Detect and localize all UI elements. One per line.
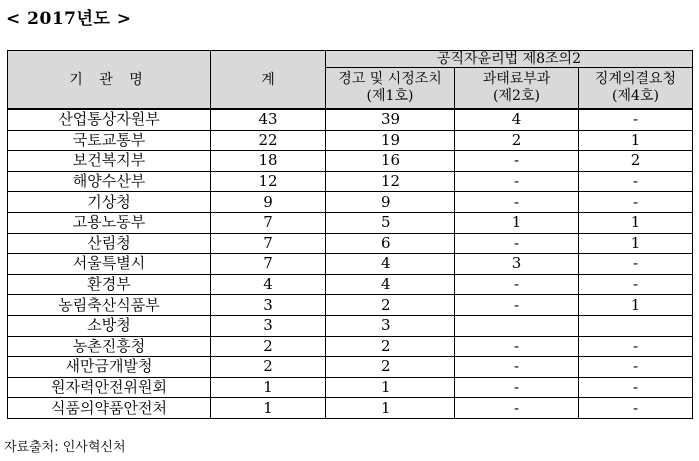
c1-cell: 1 [326, 377, 455, 398]
c1-cell: 16 [326, 151, 455, 172]
source-note: 자료출처: 인사혁신처 [4, 440, 126, 455]
header-c3 [579, 68, 693, 110]
agency-cell: 국토교통부 [8, 130, 211, 151]
total-cell: 18 [211, 151, 326, 172]
c2-cell: - [455, 398, 579, 419]
c2-cell: - [455, 336, 579, 357]
c1-cell: 12 [326, 171, 455, 192]
c1-cell: 9 [326, 192, 455, 213]
c2-cell: - [455, 151, 579, 172]
c3-cell: - [579, 336, 693, 357]
c2-cell: 4 [455, 109, 579, 130]
table-body [8, 109, 693, 418]
c2-cell: 2 [455, 130, 579, 151]
table-row [8, 130, 693, 151]
total-cell: 2 [211, 336, 326, 357]
c3-cell: - [579, 254, 693, 275]
header-c2-label: 과태료부과 (제2호) [482, 71, 551, 104]
c2-cell: - [455, 295, 579, 316]
c1-cell: 6 [326, 233, 455, 254]
agency-cell: 서울특별시 [8, 254, 211, 275]
c1-cell: 5 [326, 212, 455, 233]
c2-cell: - [455, 377, 579, 398]
agency-cell: 원자력안전위원회 [8, 377, 211, 398]
c1-cell: 2 [326, 295, 455, 316]
total-cell: 3 [211, 295, 326, 316]
c1-cell: 3 [326, 315, 455, 336]
total-cell: 22 [211, 130, 326, 151]
c3-cell: 1 [579, 295, 693, 316]
c1-cell: 4 [326, 254, 455, 275]
agency-cell: 소방청 [8, 315, 211, 336]
header-total: 계 [211, 51, 326, 110]
c3-cell: 1 [579, 130, 693, 151]
c2-cell: 1 [455, 212, 579, 233]
agency-cell: 고용노동부 [8, 212, 211, 233]
c2-cell: - [455, 357, 579, 378]
table-row [8, 212, 693, 233]
agency-cell: 산업통상자원부 [8, 109, 211, 130]
page-title: < 2017년도 > [6, 9, 132, 29]
header-group: 공직자윤리법 제8조의2 [326, 51, 693, 68]
header-c1-label: 경고 및 시정조치 (제1호) [338, 71, 442, 104]
total-cell: 9 [211, 192, 326, 213]
table-row [8, 171, 693, 192]
table-header [8, 51, 693, 110]
c3-cell: - [579, 377, 693, 398]
c3-cell: - [579, 274, 693, 295]
agency-cell: 식품의약품안전처 [8, 398, 211, 419]
table-row [8, 233, 693, 254]
table-row [8, 398, 693, 419]
total-cell: 1 [211, 377, 326, 398]
header-c1 [326, 68, 455, 110]
table-row [8, 109, 693, 130]
table-row [8, 192, 693, 213]
c3-cell: - [579, 109, 693, 130]
c3-cell: 2 [579, 151, 693, 172]
agency-cell: 기상청 [8, 192, 211, 213]
total-cell: 7 [211, 212, 326, 233]
c1-cell: 1 [326, 398, 455, 419]
total-cell: 2 [211, 357, 326, 378]
total-cell: 7 [211, 233, 326, 254]
data-table [7, 50, 693, 419]
table-row [8, 336, 693, 357]
table-row [8, 274, 693, 295]
agency-cell: 산림청 [8, 233, 211, 254]
c3-cell: 1 [579, 233, 693, 254]
header-agency: 기 관 명 [8, 51, 211, 110]
c3-cell [579, 315, 693, 336]
table-row [8, 315, 693, 336]
table-row [8, 357, 693, 378]
agency-cell: 농림축산식품부 [8, 295, 211, 316]
c1-cell: 4 [326, 274, 455, 295]
total-cell: 4 [211, 274, 326, 295]
c3-cell: 1 [579, 212, 693, 233]
table-row [8, 254, 693, 275]
c2-cell: - [455, 233, 579, 254]
agency-cell: 새만금개발청 [8, 357, 211, 378]
c3-cell: - [579, 398, 693, 419]
table-row [8, 377, 693, 398]
c1-cell: 2 [326, 357, 455, 378]
c1-cell: 2 [326, 336, 455, 357]
c2-cell: 3 [455, 254, 579, 275]
c2-cell: - [455, 192, 579, 213]
c2-cell: - [455, 274, 579, 295]
table-row [8, 151, 693, 172]
c1-cell: 19 [326, 130, 455, 151]
c1-cell: 39 [326, 109, 455, 130]
total-cell: 3 [211, 315, 326, 336]
total-cell: 7 [211, 254, 326, 275]
agency-cell: 해양수산부 [8, 171, 211, 192]
c3-cell: - [579, 357, 693, 378]
agency-cell: 농촌진흥청 [8, 336, 211, 357]
c2-cell: - [455, 171, 579, 192]
table-row [8, 295, 693, 316]
c2-cell [455, 315, 579, 336]
header-c2 [455, 68, 579, 110]
c3-cell: - [579, 192, 693, 213]
total-cell: 1 [211, 398, 326, 419]
total-cell: 12 [211, 171, 326, 192]
agency-cell: 보건복지부 [8, 151, 211, 172]
total-cell: 43 [211, 109, 326, 130]
agency-cell: 환경부 [8, 274, 211, 295]
c3-cell: - [579, 171, 693, 192]
header-c3-label: 징계의결요청 (제4호) [594, 71, 677, 104]
